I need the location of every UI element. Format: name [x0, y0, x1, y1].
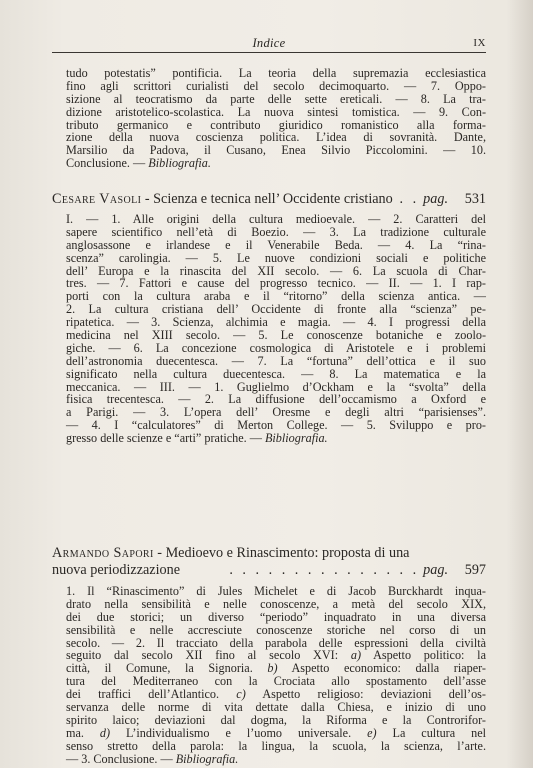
text-line: medicina nel XIII secolo. — 5. Le conoscenze botaniche e zoolo-	[66, 328, 486, 343]
text-line: Conclusione. — Bibliografia.	[66, 156, 211, 171]
running-header	[52, 34, 486, 53]
entry-title-continued: nuova periodizzazione	[52, 562, 181, 578]
text-line: sensibilità e nelle accresciute conoscenze storiche nel corso di un	[66, 622, 486, 637]
text-line: — 3. Conclusione. — Bibliografia.	[66, 751, 239, 766]
text-line: giche. — 6. La concezione cosmologica di Aristotele e i problemi	[66, 340, 486, 355]
text-line: ma. d) L’individualismo e l’uomo universale. e) La cultura nel	[66, 725, 486, 740]
text-line: dei due storici; un diverso “periodo” inquadrato in una diversa	[66, 609, 486, 624]
text-line: tura del Mediterraneo con la Crociata allo spostamento dell’asse	[66, 674, 486, 689]
entry-title: - Medioevo e Rinascimento: proposta di una	[157, 545, 410, 561]
text-line: tudo potestatis” pontificia. La teoria della supremazia ecclesiastica	[66, 66, 486, 80]
leader-dots: . . . . . . . . . . . . . . .	[229, 562, 420, 578]
text-line: sapere scientifico nell’età di Boezio. — 3. La tradizione culturale	[66, 224, 486, 239]
text-line: dell’ Europa e la rinascita del XII secolo. — 6. La scuola di Char-	[66, 263, 486, 278]
text-line: seguito dal secolo XII fino al secolo XVI: a) Aspetto politico: la	[66, 648, 486, 663]
text-line: meccanica. — III. — 1. Guglielmo d’Ockham e la “svolta” della	[66, 379, 486, 394]
text-line: anglosassone e irlandese e il Venerabile Beda. — 4. La “rina-	[66, 237, 486, 252]
text-line: dizione aristotelico-scolastica. La nuova sintesi tomistica. — 9. Con-	[66, 104, 486, 119]
text-line: fisica trecentesca. — 2. La diffusione dell’occamismo a Oxford e	[66, 392, 486, 407]
text-line: 1. Il “Rinascimento” di Jules Michelet e di Jacob Burckhardt inqua-	[66, 584, 486, 598]
text-line: secolo. — 2. Il tracciato della parabola delle espressioni della civiltà	[66, 635, 486, 650]
header-page-number: IX	[473, 37, 486, 49]
toc-entry-summary-vasoli	[66, 213, 486, 445]
text-line: I. — 1. Alle origini della cultura medioevale. — 2. Caratteri del	[66, 212, 486, 226]
entry-page-number: 597	[464, 562, 486, 578]
text-line: drato nella sensibilità e nelle conoscenze, a metà del secolo XIX,	[66, 596, 486, 611]
text-line: dei traffici dell’Atlantico. c) Aspetto religioso: deviazioni dell’os-	[66, 687, 486, 702]
text-line: tributo germanico e contributo giuridico romanistico alla forma-	[66, 117, 486, 132]
toc-entry-heading-vasoli	[52, 191, 486, 208]
text-line: — 4. I “calculatores” di Merton College. — 5. Sviluppo e pro-	[66, 418, 486, 433]
entry-author: Armando Sapori	[52, 545, 154, 561]
text-line: tres. — 7. Fattori e cause del progresso tecnico. — II. — 1. I rap-	[66, 276, 486, 291]
toc-entry-heading-sapori	[52, 545, 486, 579]
entry-page-number: 531	[464, 191, 486, 207]
text-line: Marsilio da Padova, il Cusano, Enea Silvio Piccolomini. — 10.	[66, 143, 486, 158]
top-continuation-text	[66, 67, 486, 170]
text-line: ripatetica. — 3. Scienza, alchimia e magia. — 4. I progressi della	[66, 315, 486, 330]
text-line: servanza delle norme di vita dettate dalla Chiesa, e inizio di uno	[66, 700, 486, 715]
entry-author: Cesare Vasoli	[52, 191, 142, 207]
leader-dots: . .	[399, 191, 420, 207]
entry-title: - Scienza e tecnica nell’ Occidente cristiano	[144, 191, 393, 207]
text-line: senso stretto della parola: la lingua, la scuola, la scienza, l’arte.	[66, 738, 486, 753]
text-line: sizione al teocratismo da parte delle sette ereticali. — 8. La tra-	[66, 91, 486, 106]
text-line: scenza” carolingia. — 5. Le nuove condizioni sociali e politiche	[66, 250, 486, 265]
text-line: fino agli scrittori curialisti del secolo decimoquarto. — 7. Oppo-	[66, 78, 486, 93]
text-line: a Parigi. — 3. L’opera dell’ Oresme e degli altri “parisienses”.	[66, 405, 486, 420]
text-line: porti con la cultura araba e il “ritorno” della scienza antica. —	[66, 289, 486, 304]
pag-label: pag.	[423, 562, 448, 578]
page-shadow	[507, 0, 533, 768]
toc-entry-summary-sapori	[66, 585, 486, 765]
text-line: dell’astronomia duecentesca. — 7. La “fortuna” dell’ottica e il suo	[66, 353, 486, 368]
header-title: Indice	[252, 36, 286, 50]
pag-label: pag.	[423, 191, 448, 207]
text-line: 2. La cultura cristiana dell’ Occidente di fronte alla “scienza” pe-	[66, 302, 486, 317]
text-line: città, il Comune, la Signoria. b) Aspetto economico: dalla riaper-	[66, 661, 486, 676]
text-line: spirito laico; deviazioni dal dogma, la Riforma e la Controrifor-	[66, 712, 486, 727]
text-line: significato nella cultura duecentesca. — 8. La matematica e la	[66, 366, 486, 381]
text-line: zione della nuova coscienza politica. L’idea di sovranità. Dante,	[66, 130, 486, 145]
text-line: gresso delle scienze e “arti” pratiche. — Bibliografia.	[66, 431, 328, 446]
